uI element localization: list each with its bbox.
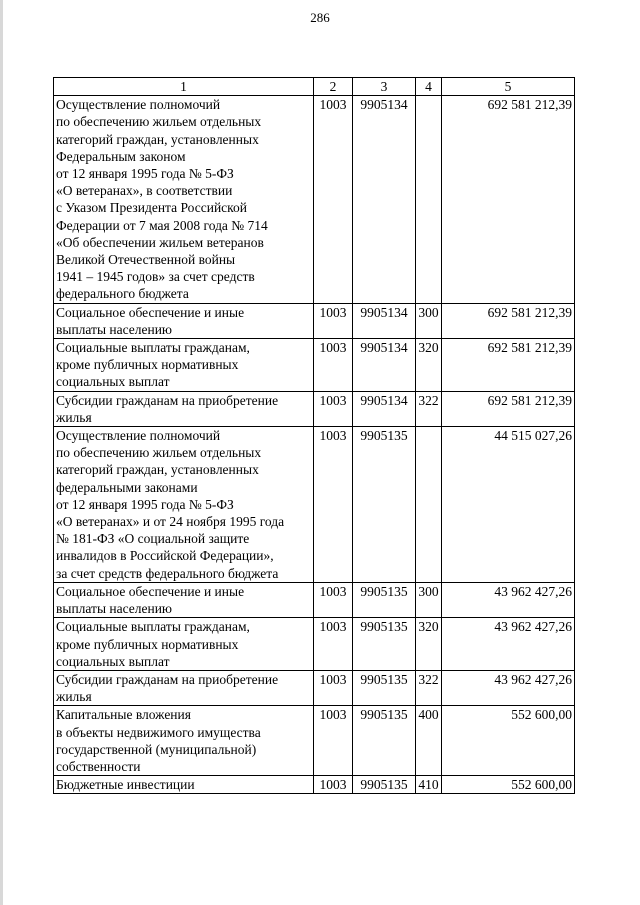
target-code-cell: 9905135: [353, 582, 416, 617]
column-header-5: 5: [442, 78, 575, 96]
expense-type-cell: 400: [416, 706, 442, 776]
row-name-line: жилья: [56, 409, 92, 425]
amount-cell: 43 962 427,26: [442, 670, 575, 705]
section-code-cell: 1003: [314, 339, 353, 392]
table-body: [54, 96, 575, 794]
expense-type-cell: 320: [416, 618, 442, 671]
row-name-line: № 181-ФЗ «О социальной защите: [56, 531, 250, 547]
row-name-line: Субсидии гражданам на приобретение: [56, 392, 279, 408]
row-name-cell: [54, 582, 314, 617]
expense-type-cell: 300: [416, 582, 442, 617]
row-name-line: государственной (муниципальной): [56, 741, 257, 757]
row-name-line: Социальные выплаты гражданам,: [56, 619, 250, 635]
expense-type-cell: 322: [416, 670, 442, 705]
target-code-cell: 9905135: [353, 706, 416, 776]
amount-cell: 552 600,00: [442, 706, 575, 776]
target-code-cell: 9905134: [353, 303, 416, 338]
row-name-line: с Указом Президента Российской: [56, 200, 248, 216]
row-name-line: за счет средств федерального бюджета: [56, 565, 279, 581]
table-row: [54, 618, 575, 671]
row-name-line: федеральными законами: [56, 479, 198, 495]
section-code-cell: 1003: [314, 706, 353, 776]
amount-cell: 43 962 427,26: [442, 582, 575, 617]
row-name-line: жилья: [56, 689, 92, 705]
row-name-line: выплаты населению: [56, 321, 173, 337]
target-code-cell: 9905134: [353, 391, 416, 426]
section-code-cell: 1003: [314, 670, 353, 705]
amount-cell: 44 515 027,26: [442, 427, 575, 583]
target-code-cell: 9905134: [353, 96, 416, 303]
row-name-line: Федерации от 7 мая 2008 года № 714: [56, 217, 268, 233]
row-name-line: кроме публичных нормативных: [56, 636, 239, 652]
amount-cell: 692 581 212,39: [442, 303, 575, 338]
row-name-line: по обеспечению жильем отдельных: [56, 114, 262, 130]
row-name-line: Капитальные вложения: [56, 707, 191, 723]
column-header-4: 4: [416, 78, 442, 96]
row-name-cell: [54, 706, 314, 776]
row-name-cell: [54, 618, 314, 671]
amount-cell: 692 581 212,39: [442, 96, 575, 303]
target-code-cell: 9905135: [353, 670, 416, 705]
row-name-line: от 12 января 1995 года № 5-ФЗ: [56, 166, 234, 182]
expense-type-cell: 300: [416, 303, 442, 338]
row-name-cell: [54, 391, 314, 426]
table-row: [54, 427, 575, 583]
row-name-line: Социальное обеспечение и иные: [56, 583, 245, 599]
row-name-line: Социальные выплаты гражданам,: [56, 340, 250, 356]
column-header-2: 2: [314, 78, 353, 96]
amount-cell: 552 600,00: [442, 776, 575, 794]
table-row: [54, 706, 575, 776]
expense-type-cell: [416, 427, 442, 583]
expense-type-cell: 322: [416, 391, 442, 426]
row-name-line: Великой Отечественной войны: [56, 252, 236, 268]
row-name-line: «О ветеранах» и от 24 ноября 1995 года: [56, 514, 285, 530]
row-name-cell: [54, 427, 314, 583]
table-row: [54, 776, 575, 794]
row-name-cell: [54, 339, 314, 392]
column-header-1: 1: [54, 78, 314, 96]
row-name-line: в объекты недвижимого имущества: [56, 724, 261, 740]
page-number: 286: [310, 10, 330, 25]
amount-cell: 692 581 212,39: [442, 391, 575, 426]
table-row: [54, 391, 575, 426]
row-name-cell: [54, 670, 314, 705]
section-code-cell: 1003: [314, 96, 353, 303]
target-code-cell: 9905135: [353, 776, 416, 794]
expense-type-cell: 320: [416, 339, 442, 392]
row-name-line: Социальное обеспечение и иные: [56, 304, 245, 320]
row-name-line: Осуществление полномочий: [56, 428, 221, 444]
column-header-3: 3: [353, 78, 416, 96]
table-row: [54, 303, 575, 338]
section-code-cell: 1003: [314, 391, 353, 426]
row-name-line: категорий граждан, установленных: [56, 462, 259, 478]
row-name-line: Бюджетные инвестиции: [56, 777, 195, 793]
row-name-line: федерального бюджета: [56, 286, 189, 302]
row-name-cell: [54, 96, 314, 303]
row-name-line: «Об обеспечении жильем ветеранов: [56, 234, 264, 250]
row-name-line: Федеральным законом: [56, 148, 186, 164]
row-name-cell: [54, 303, 314, 338]
budget-table: [53, 77, 575, 794]
row-name-line: от 12 января 1995 года № 5-ФЗ: [56, 496, 234, 512]
amount-cell: 43 962 427,26: [442, 618, 575, 671]
section-code-cell: 1003: [314, 427, 353, 583]
row-name-line: инвалидов в Российской Федерации»,: [56, 548, 274, 564]
row-name-cell: [54, 776, 314, 794]
row-name-line: категорий граждан, установленных: [56, 131, 259, 147]
target-code-cell: 9905135: [353, 618, 416, 671]
row-name-line: выплаты населению: [56, 601, 173, 617]
amount-cell: 692 581 212,39: [442, 339, 575, 392]
row-name-line: социальных выплат: [56, 653, 170, 669]
section-code-cell: 1003: [314, 618, 353, 671]
expense-type-cell: [416, 96, 442, 303]
row-name-line: социальных выплат: [56, 374, 170, 390]
row-name-line: собственности: [56, 758, 141, 774]
target-code-cell: 9905135: [353, 427, 416, 583]
table-row: [54, 339, 575, 392]
row-name-line: Субсидии гражданам на приобретение: [56, 671, 279, 687]
table-row: [54, 582, 575, 617]
row-name-line: 1941 – 1945 годов» за счет средств: [56, 269, 255, 285]
row-name-line: по обеспечению жильем отдельных: [56, 445, 262, 461]
header-row: [54, 78, 575, 96]
section-code-cell: 1003: [314, 303, 353, 338]
scan-edge: [0, 0, 3, 905]
row-name-line: кроме публичных нормативных: [56, 357, 239, 373]
table-row: [54, 670, 575, 705]
row-name-line: Осуществление полномочий: [56, 97, 221, 113]
table-row: [54, 96, 575, 303]
row-name-line: «О ветеранах», в соответствии: [56, 183, 233, 199]
section-code-cell: 1003: [314, 582, 353, 617]
target-code-cell: 9905134: [353, 339, 416, 392]
section-code-cell: 1003: [314, 776, 353, 794]
expense-type-cell: 410: [416, 776, 442, 794]
